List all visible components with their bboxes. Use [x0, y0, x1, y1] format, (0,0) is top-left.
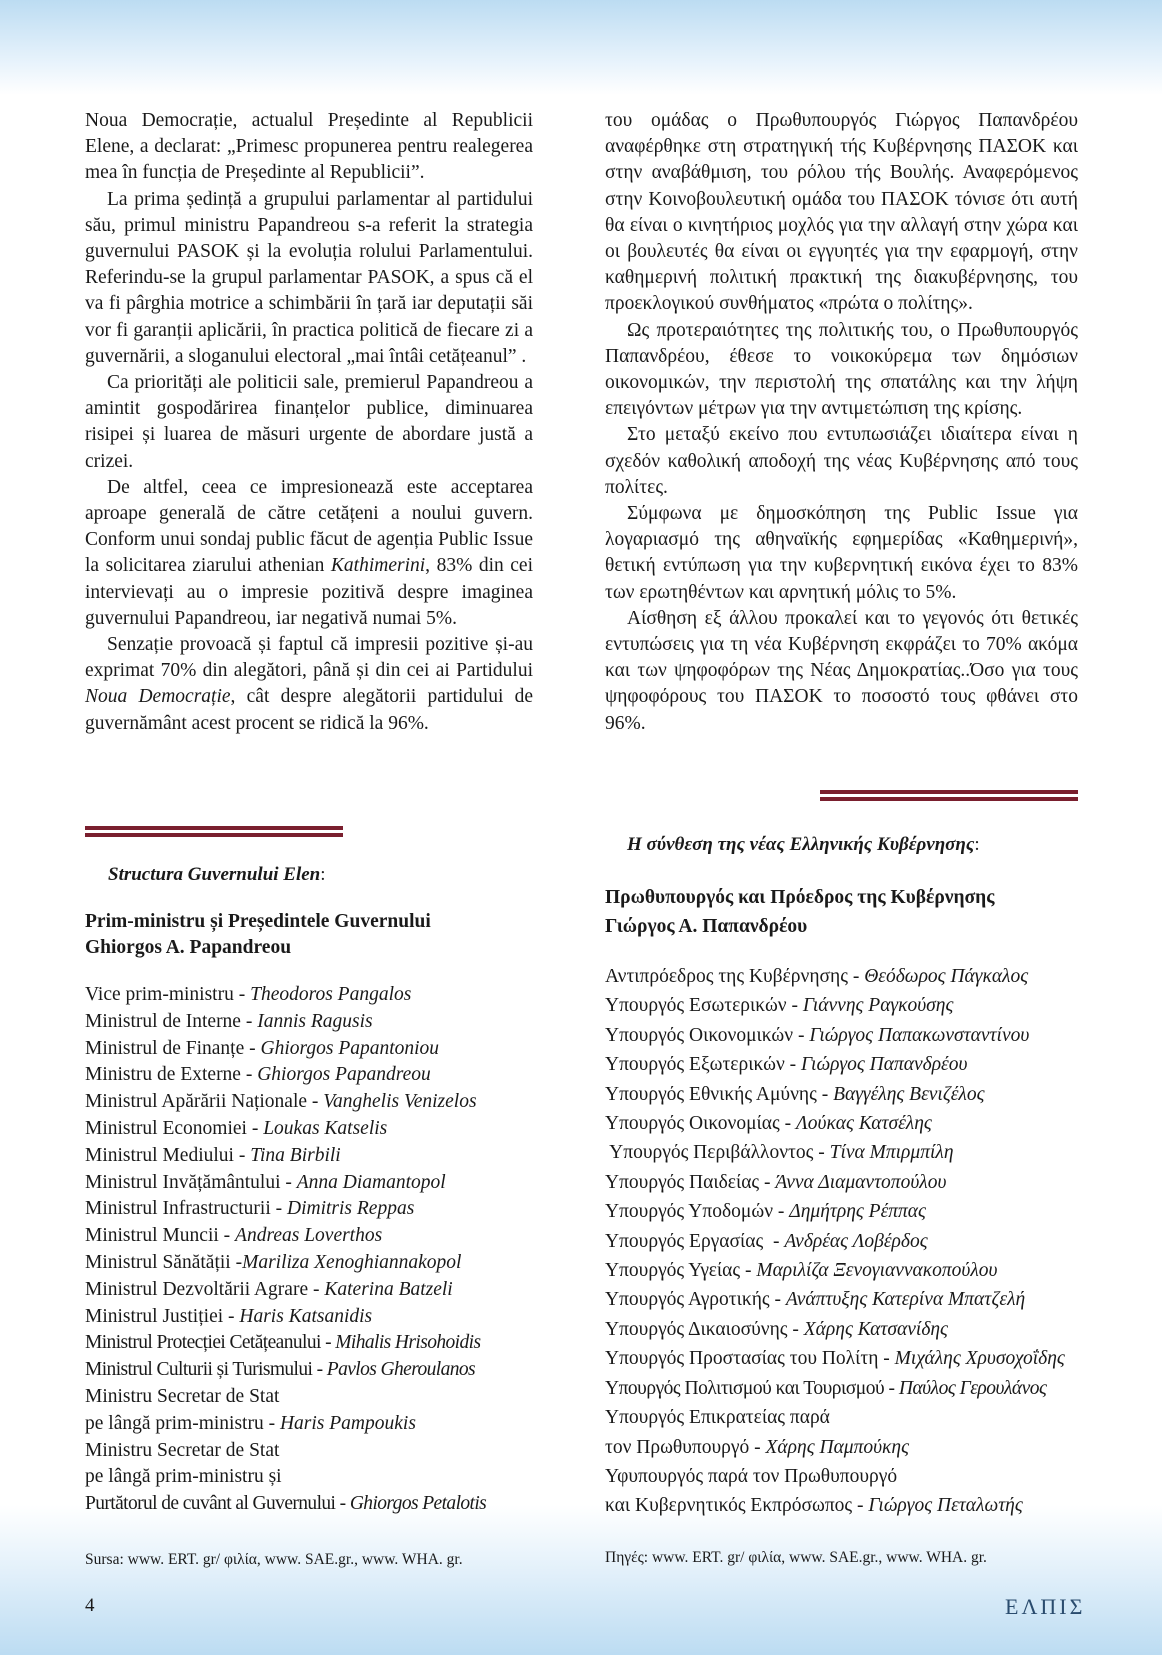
list-item: Ministrul Economiei - Loukas Katselis [85, 1117, 388, 1139]
publication-name: ΕΛΠΙΣ [1005, 1594, 1086, 1619]
list-item: Υπουργός Εσωτερικών - Γιάννης Ραγκούσης [605, 995, 954, 1017]
list-item: Υπουργός Δικαιοσύνης - Χάρης Κατσανίδης [605, 1318, 948, 1340]
list-item: Αντιπρόεδρος της Κυβέρνησης - Θεόδωρος Πάγκαλος [605, 966, 1029, 987]
list-item: τον Πρωθυπουργό - Χάρης Παμπούκης [605, 1436, 910, 1458]
list-item: Υπουργός Αγροτικής - Ανάπτυξης Κατερίνα Μπατζελή [605, 1289, 1026, 1311]
left-paragraph-1: Noua Democrație, actualul Președinte al Republicii Elene, a declarat: „Primesc propunerea pentru realegerea mea în funcția de Președinte al Republicii”. [85, 110, 533, 184]
right-section-title [627, 834, 980, 856]
right-section-title-colon: : [974, 834, 980, 855]
list-item: Υπουργός Οικονομικών - Γιώργος Παπακωνσταντίνου [605, 1024, 1030, 1046]
left-paragraph-4-a: De altfel, ceea ce impresionează este acceptarea aproape generală de către cetățeni a noului guvern. Conform unui sondaj public făcut de agenția Public Issue la solicitarea ziarului athenian [85, 476, 533, 577]
right-paragraph-5: Αίσθηση εξ άλλου προκαλεί και το γεγονός ότι θετικές εντυπώσεις για τη νέα Κυβέρνηση εκφράζει το 70% ακόμα και των ψηφοφόρων της Νέας Δημοκρατίας..Όσο για τους ψηφοφόρους του ΠΑΣΟΚ το ποσοστό τους φθάνει στο 96%. [605, 607, 1078, 734]
right-prime-minister-title: Πρωθυπουργός και Πρόεδρος της Κυβέρνησης [605, 887, 995, 908]
list-item: Ministrul Invățământului - Anna Diamantopol [85, 1171, 446, 1193]
left-prime-minister-name: Ghiorgos A. Papandreou [85, 937, 292, 958]
list-item: Ministrul Muncii - Andreas Loverthos [85, 1225, 383, 1247]
left-paragraph-3: Ca priorități ale politicii sale, premierul Papandreou a amintit gospodărirea finanțelor publice, diminuarea risipei și luarea de măsuri urgente de abordare justă a crizei. [85, 372, 533, 472]
list-item: Υπουργός Πολιτισμού και Τουρισμού - Παύλος Γερουλάνος [605, 1377, 1047, 1399]
right-minister-list [605, 962, 1065, 1521]
right-divider-rule [820, 790, 1078, 794]
top-gradient [0, 0, 1162, 95]
left-paragraph-5-a: Senzație provoacă și faptul că impresii pozitive și-au exprimat 70% din alegători, până și din cei ai Partidului [85, 634, 533, 682]
left-section-title-text: Structura Guvernului Elen [108, 864, 321, 885]
list-item: Υπουργός Υποδομών - Δημήτρης Ρέππας [605, 1201, 926, 1223]
right-prime-minister-block [605, 883, 994, 941]
right-paragraph-4: Σύμφωνα με δημοσκόπηση της Public Issue για λογαριασμό της αθηναϊκής εφημερίδας «Καθημερινή», θετική εντύπωση για την κυβερνητική εικόνα έχει το 83% των ερωτηθέντων και αρνητική μόλις το 5%. [605, 503, 1078, 603]
list-item: Υπουργός Υγείας - Μαριλίζα Ξενογιαννακοπούλου [605, 1260, 998, 1282]
right-prime-minister-name: Γιώργος Α. Παπανδρέου [605, 916, 808, 937]
list-item: Υπουργός Εξωτερικών - Γιώργος Παπανδρέου [605, 1054, 968, 1076]
right-article [605, 108, 1078, 737]
list-item: Υπουργός Περιβάλλοντος - Τίνα Μπιρμπίλη [605, 1142, 954, 1164]
list-item: Υφυπουργός παρά τον Πρωθυπουργό [605, 1465, 898, 1487]
right-paragraph-1: του ομάδας ο Πρωθυπουργός Γιώργος Παπανδρέου αναφέρθηκε στη στρατηγική τής Κυβέρνησης ΠΑΣΟΚ και στην αναβάθμιση, του ρόλου τής Βουλής. Αναφερόμενος στην Κοινοβουλευτική ομάδα του ΠΑΣΟΚ τόνισε ότι αυτή θα είναι ο κινητήριος μοχλός για την αλλαγή στην χώρα και οι βουλευτές θα είναι οι εγγυητές για την εφαρμογή, στην καθημερινή πολιτική πρακτική της διακυβέρνησης, του προεκλογικού συνθήματος «πρώτα ο πολίτης». [605, 110, 1078, 315]
list-item: Ministru Secretar de Stat [85, 1439, 280, 1461]
list-item: Υπουργός Παιδείας - Άννα Διαμαντοπούλου [605, 1171, 947, 1193]
bottom-gradient [0, 1505, 1162, 1655]
right-paragraph-3: Στο μεταξύ εκείνο που εντυπωσιάζει ιδιαίτερα είναι η σχεδόν καθολική αποδοχή της νέας Κυβέρνησης από τους πολίτες. [605, 424, 1078, 498]
list-item: και Κυβερνητικός Εκπρόσωπος - Γιώργος Πεταλωτής [605, 1495, 1023, 1517]
list-item: Ministrul Culturii și Turismului - Pavlos Gheroulanos [85, 1359, 476, 1381]
left-prime-minister-block [85, 909, 431, 961]
list-item: Ministrul Apărării Naționale - Vanghelis Venizelos [85, 1091, 477, 1113]
list-item: Ministrul Sănătății -Mariliza Xenoghiannakopol [85, 1251, 462, 1273]
list-item: Υπουργός Οικονομίας - Λούκας Κατσέλης [605, 1113, 932, 1135]
list-item: Ministrul de Finanțe - Ghiorgos Papantoniou [85, 1037, 440, 1059]
left-paragraph-5 [85, 632, 533, 737]
list-item: pe lângă prim-ministru și [85, 1466, 282, 1488]
left-source-note: Sursa: www. ERT. gr/ φιλία, www. SAE.gr., www. WHA. gr. [85, 1551, 463, 1568]
list-item: Ministrul Protecției Cetățeanului - Mihalis Hrisohoidis [85, 1332, 481, 1354]
list-item: Ministrul de Interne - Iannis Ragusis [85, 1010, 373, 1032]
list-item: Υπουργός Επικρατείας παρά [605, 1407, 830, 1429]
list-item: pe lângă prim-ministru - Haris Pampoukis [85, 1412, 416, 1434]
right-source-note: Πηγές: www. ERT. gr/ φιλία, www. SAE.gr., www. WHA. gr. [605, 1549, 987, 1566]
left-paragraph-5-b: , cât despre alegătorii partidului de guvernământ acest procent se ridică la 96%. [85, 686, 534, 734]
left-prime-minister-title: Prim-ministru și Președintele Guvernului [85, 911, 431, 932]
left-article [85, 108, 533, 737]
left-section-title-colon: : [320, 864, 326, 885]
left-paragraph-4 [85, 475, 533, 632]
list-item: Υπουργός Εργασίας - Ανδρέας Λοβέρδος [605, 1230, 928, 1252]
right-section-title-text: Η σύνθεση της νέας Ελληνικής Κυβέρνησης [627, 834, 975, 855]
left-minister-list [85, 982, 486, 1518]
list-item: Vice prim-ministru - Theodoros Pangalos [85, 984, 412, 1005]
list-item: Ministru Secretar de Stat [85, 1385, 280, 1407]
left-paragraph-4-newspaper: Kathimerini [330, 555, 426, 577]
list-item: Purtătorul de cuvânt al Guvernului - Ghiorgos Petalotis [85, 1493, 487, 1515]
page-number: 4 [85, 1595, 95, 1616]
left-paragraph-5-party: Noua Democrație [85, 686, 231, 708]
right-paragraph-2: Ως προτεραιότητες της πολιτικής του, ο Πρωθυπουργός Παπανδρέου, έθεσε το νοικοκύρεμα των δημόσιων οικονομικών, την περιστολή της σπατάλης και την λήψη επειγόντων μέτρων για την αντιμετώπιση της κρίσης. [605, 319, 1078, 420]
left-divider-rule [85, 826, 343, 830]
left-paragraph-2: La prima ședință a grupului parlamentar al partidului său, primul ministru Papandreou s-a referit la strategia guvernului PASOK și la evoluția rolului Parlamentului. Referindu-se la grupul parlamentar PASOK, a spus că el va fi pârghia motrice a schimbării în țară iar deputații săi vor fi garanții aplicării, în practica politică de fiecare zi a guvernării, a sloganului electoral „mai întâi cetățeanul” . [85, 188, 533, 367]
list-item: Ministrul Justiției - Haris Katsanidis [85, 1305, 373, 1327]
list-item: Υπουργός Εθνικής Αμύνης - Βαγγέλης Βενιζέλος [605, 1083, 985, 1105]
list-item: Ministrul Mediului - Tina Birbili [85, 1144, 341, 1166]
list-item: Υπουργός Προστασίας του Πολίτη - Μιχάλης Χρυσοχοΐδης [605, 1348, 1065, 1370]
left-section-title [108, 864, 326, 886]
list-item: Ministrul Dezvoltării Agrare - Katerina Batzeli [85, 1278, 453, 1300]
list-item: Ministru de Externe - Ghiorgos Papandreou [85, 1064, 431, 1086]
list-item: Ministrul Infrastructurii - Dimitris Reppas [85, 1198, 415, 1220]
left-paragraph-4-b: , 83% din cei intervievați au o impresie pozitivă despre imaginea guvernului Papandreou, iar negativă numai 5%. [85, 555, 534, 629]
